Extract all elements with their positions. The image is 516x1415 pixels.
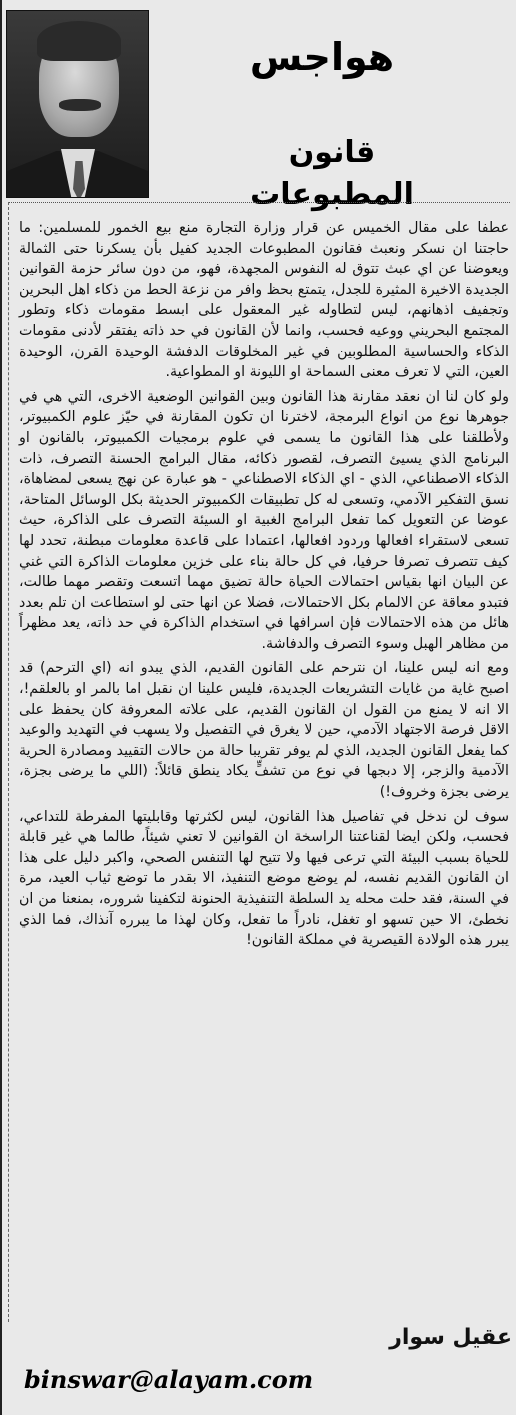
article-paragraph: ومع انه ليس علينا، ان نترحم على القانون القديم، الذي يبدو انه (اي الترحم) قد اصبح غاية من غايات التشريعات الجديدة، فليس علينا ان نقبل اما بالمر او بالعلقم!، الا انه لا يمنع من القول ان القانون القديم، على علاته المعروفة كان يحفظ على الاقل فرصة الاجتهاد الآدمي، حين لا يغرق في التفصيل ولا يسهب في التهديد والوعيد كما يفعل القانون الجديد، الذي لم يوفر تقريبا حالة من حالات التقييد ومصادرة الحرية الآدمية والزجر، إلا دبجها في نوع من تشفٍّ يكاد ينطق قائلاً: (اللي ما يرضى بجزة، يرضى بجزة وخروف!) (19, 660, 509, 801)
article-text (19, 218, 509, 955)
article-paragraph: عطفا على مقال الخميس عن قرار وزارة التجارة منع بيع الخمور للمسلمين: ما حاجتنا ان نسكر ونعبث فقانون المطبوعات الجديد كفيل بأن يسكرنا حتى الثمالة ويعوضنا عن اي عبث تتوق له النفوس المجهدة، فهو، من دون سائر حزمة القوانين الجديدة الاخيرة المثيرة للجدل، يتمتع بحظ وافر من نزعة الحط من ذكاء اهل البحرين وتجفيف اذهانهم، ليس لتطاوله غير المعقول على ابسط مقومات ذكاء وتطور المجتمع البحريني ووعيه فحسب، وانما لأن القانون في حد ذاته يفتقر لأدنى مقومات الذكاء والحساسية المطلوبين في غير المخلوقات الدفشة الوحيدة القرن، الوحيدة العين، التي لا تعرف معنى السماحة او الليونة او المطواعية. (19, 220, 509, 381)
author-name: عقيل سوار (389, 1325, 512, 1350)
article-paragraph: ولو كان لنا ان نعقد مقارنة هذا القانون وبين القوانين الوضعية الاخرى، التي هي في جوهرها نوع من انواع البرمجة، لاخترنا ان تكون المقارنة في حيّز علوم الكمبيوتر، ولأطلقنا على هذا القانون ما يسمى في علوم برمجيات الكمبيوتر، بالقانون او البرنامج الذي يسيئ التصرف، لقصور ذكائه، مقال البرامج الحسنة التصرف، ذات الذكاء الاصطناعي، الذي - اي الذكاء الاصطناعي - هو عبارة عن نهج يسعى لمضاهاة، نسق التفكير الآدمي، وتسعى له كل تطبيقات الكمبيوتر الحديثة بكل الوسائل المتاحة، عوضا عن التعويل كما تفعل البرامج الغبية او السيئة التصرف على الذاكرة، حيث تسعى لاستقراء افعالها وردود افعالها، اعتمادا على قاعدة معلومات مبطنة، تحدد لها كيف تتصرف تصرفا حرفيا، في كل حالة بناء على خزين معلومات الذاكرة التي غني عن البيان انها بقياس احتمالات الحياة حالة تضيق مهما اتسعت وتقصر مهما طالت، فتبدو معاقة عن الالمام بكل الاحتمالات، فضلا عن انها حتى لو استطاعت ان تلم بعدد هائل من هذه الاحتمالات فإن اسرافها في استخدام الذاكرة في حد ذاته، يعد مظهراً من مظاهر الهبل وسوء التصرف والدفاشة. (19, 388, 509, 652)
article-frame-top (9, 202, 510, 203)
photo-mustache (59, 99, 101, 111)
article-paragraph: سوف لن ندخل في تفاصيل هذا القانون، ليس لكثرتها وقابليتها المفرطة للتداعي، فحسب، ولكن ايضا لقناعتنا الراسخة ان القوانين لا تعني شيئاً، طالما هي غير قابلة للحياة بسبب البيئة التي ترعى فيها ولا تتيح لها التنفس الصحي، واكبر دليل على هذا ان القانون القديم نفسه، لم يوضع موضع التنفيذ، الا بقدر ما توضع ثياب العيد، مرة في السنة، فقد حلت محله يد السلطة التنفيذية الحنونة لتكفينا شروره، بمنعنا من ان نخطئ، الا حين تسهو او تغفل، نادراً ما تفعل، وكان لهذا ما يبرره آنذاك، فما الذي يبرر هذه الولادة القيصرية في مملكة القانون! (19, 808, 509, 949)
article-body (8, 202, 510, 1322)
column-kicker: هواجس (249, 35, 395, 79)
author-photo (6, 10, 149, 198)
article-headline: قانون المطبوعات (250, 135, 414, 212)
author-email: binswar@alayam.com (24, 1365, 314, 1394)
photo-hair (37, 21, 121, 61)
